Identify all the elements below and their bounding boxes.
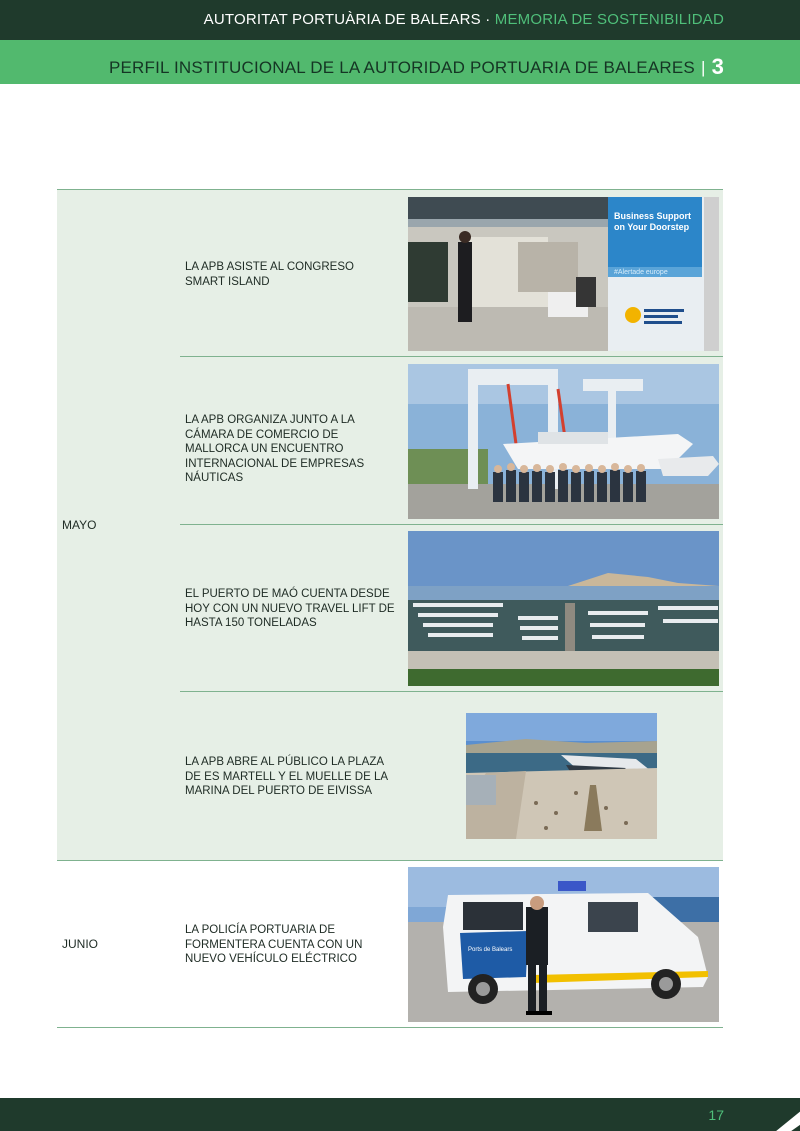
van-logo: Ports de Balears: [468, 947, 513, 953]
page-number: 17: [708, 1107, 724, 1123]
section-title: PERFIL INSTITUCIONAL DE LA AUTORIDAD PORTUARIA DE BALEARES: [108, 58, 695, 77]
event-text: LA APB ABRE AL PÚBLICO LA PLAZA DE ES MARTELL Y EL MUELLE DE LA MARINA DEL PUERTO DE EIVISSA: [185, 756, 388, 797]
table-bottom-rule: [57, 1027, 723, 1028]
month-block-mayo: [57, 189, 723, 860]
event-text: EL PUERTO DE MAÓ CUENTA DESDE HOY CON UN NUEVO TRAVEL LIFT DE HASTA 150 TONELADAS: [185, 588, 395, 629]
event-text: LA APB ORGANIZA JUNTO A LA CÁMARA DE COMERCIO DE MALLORCA UN ENCUENTRO INTERNACIONAL DE EMPRESAS NÁUTICAS: [185, 414, 365, 484]
banner-tag: #Alertade europe: [614, 269, 668, 276]
row-divider: [180, 691, 723, 692]
table-top-rule: [57, 189, 723, 190]
top-header-bar: [0, 0, 800, 40]
section-header-bar: [0, 40, 800, 84]
marina-aerial-photo: [408, 531, 719, 686]
header-title-line: [204, 11, 724, 28]
month-block-junio: [57, 861, 723, 1027]
header-separator: ·: [485, 11, 491, 28]
section-divider: |: [700, 58, 706, 77]
page-footer: [0, 1098, 800, 1131]
row-divider: [180, 356, 723, 357]
banner-line2: on Your Doorstep: [614, 222, 690, 232]
section-heading: [109, 53, 724, 79]
banner-line1: Business Support: [614, 211, 692, 221]
org-name: AUTORITAT PORTUÀRIA DE BALEARS: [203, 11, 481, 28]
section-number: 3: [711, 54, 724, 79]
month-label: MAYO: [62, 518, 97, 532]
congress-hall-photo: [408, 197, 719, 351]
month-label: JUNIO: [62, 937, 98, 951]
electric-vehicle-photo: [408, 867, 719, 1022]
event-text: LA APB ASISTE AL CONGRESO SMART ISLAND: [185, 261, 354, 288]
travel-lift-group-photo: [408, 364, 719, 519]
event-text: LA POLICÍA PORTUARIA DE FORMENTERA CUENTA CON UN NUEVO VEHÍCULO ELÉCTRICO: [185, 924, 363, 965]
corner-slash-graphic: [740, 1098, 800, 1131]
plaza-es-martell-photo: [466, 713, 657, 839]
row-divider: [180, 524, 723, 525]
report-name: MEMORIA DE SOSTENIBILIDAD: [494, 11, 724, 28]
